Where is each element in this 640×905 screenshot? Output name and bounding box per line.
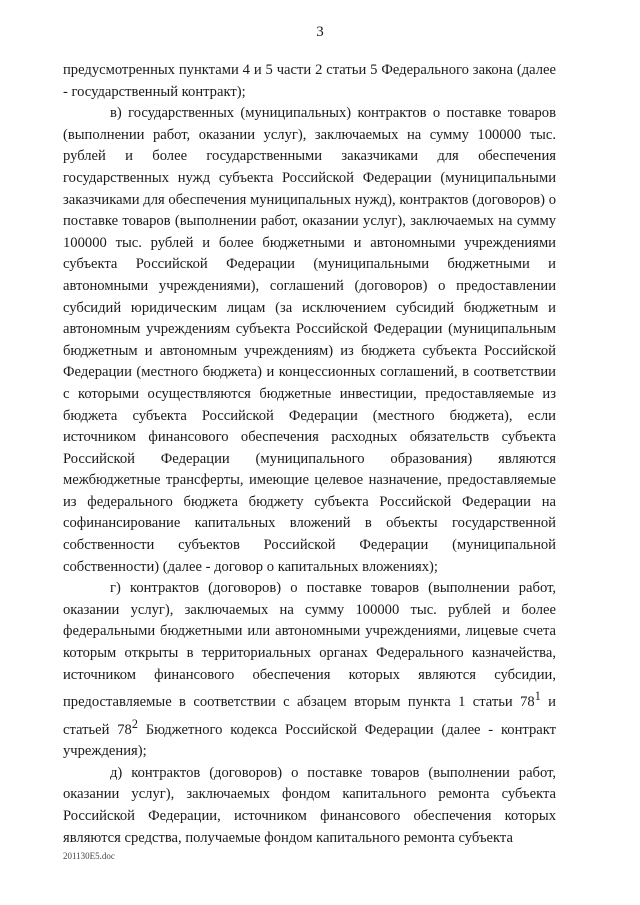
- superscript-1: 1: [534, 689, 541, 704]
- paragraph-d: д) контрактов (договоров) о поставке товаров (выполнении работ, оказании услуг), заключаемых фондом капитального ремонта субъекта Российской Федерации, источником финансового обеспечения которых являются средства, получаемые фондом капитального ремонта субъекта: [63, 764, 556, 846]
- paragraph-g: [63, 578, 556, 762]
- document-footer-code: 201130E5.doc: [63, 851, 115, 861]
- paragraph-g-text: г) контрактов (договоров) о поставке товаров (выполнении работ, оказании услуг), заключаемых на сумму 100000 тыс. рублей и более федеральными бюджетными или автономными учреждениями, лицевые счета которым открыты в территориальных органах Федерального казначейства, источником финансового обеспечения которых являются субсидии, предоставляемые в соответствии с абзацем вторым пункта 1 статьи 78: [63, 580, 556, 711]
- document-body: [63, 60, 556, 849]
- paragraph-b-continuation: предусмотренных пунктами 4 и 5 части 2 статьи 5 Федерального закона (далее - государственный контракт);: [63, 62, 556, 100]
- superscript-2: 2: [131, 716, 138, 731]
- paragraph-v: в) государственных (муниципальных) контрактов о поставке товаров (выполнении работ, оказании услуг), заключаемых на сумму 100000 тыс. рублей и более государственными заказчиками для обеспечения государственных нужд субъекта Российской Федерации (муниципальными заказчиками для обеспечения муниципальных нужд), контрактов (договоров) о поставке товаров (выполнении работ, оказании услуг), заключаемых на сумму 100000 тыс. рублей и более бюджетными и автономными учреждениями субъекта Российской Федерации (муниципальными бюджетными и автономными учреждениями), соглашений (договоров) о предоставлении субсидий юридическим лицам (за исключением субсидий бюджетным и автономным учреждениям субъекта Российской Федерации (муниципальным бюджетным и автономным учреждениям) из бюджета субъекта Российской Федерации (местного бюджета) и концессионных соглашений, в соответствии с которыми осуществляются бюджетные инвестиции, предоставляемые из бюджета субъекта Российской Федерации (местного бюджета), если источником финансового обеспечения расходных обязательств субъекта Российской Федерации (муниципального образования) являются межбюджетные трансферты, имеющие целевое назначение, предоставляемые из федерального бюджета бюджету субъекта Российской Федерации на софинансирование капитальных вложений в объекты государственной собственности субъектов Российской Федерации (муниципальной собственности) (далее - договор о капитальных вложениях);: [63, 105, 556, 575]
- paragraph-g-text-end: Бюджетного кодекса Российской Федерации (далее - контракт учреждения);: [63, 721, 557, 760]
- paragraph-g-text-middle: и статьей 78: [63, 694, 556, 738]
- page-number: 3: [316, 24, 324, 40]
